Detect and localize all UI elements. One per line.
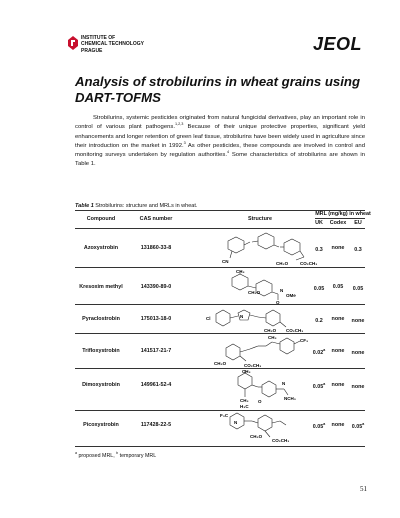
ref-1: 1,2,3 [174, 122, 184, 127]
row-6-compound: Picoxystrobin [83, 422, 119, 428]
dimox-label-n: N [282, 381, 286, 386]
dimox-label-nch3: NCH₃ [284, 396, 296, 401]
row-5-cas: 149961-52-4 [140, 382, 172, 388]
intro-text-3: As other pesticides, these compounds are involved in control and monitoring surveys undertaken by regulation authorities. [75, 142, 365, 159]
col-header-cas: CAS number [139, 216, 173, 222]
institute-line-1: INSTITUTE OF [81, 35, 116, 41]
row-4-uk-value: 0.02 [312, 349, 324, 356]
row-5-uk [311, 382, 327, 390]
row-2-uk [311, 284, 327, 292]
row-2-uk-value: 0.05 [313, 285, 325, 292]
col-header-eu: EU [354, 220, 362, 226]
row-1-eu-value: 0.3 [354, 246, 362, 253]
row-6-cas: 117428-22-5 [140, 422, 172, 428]
row-3-uk-value: 0.2 [315, 317, 323, 324]
row-1-uk [311, 245, 327, 253]
row-3-eu [350, 316, 366, 324]
row-6-uk-sup: a [323, 422, 326, 426]
row-4-uk-sup: a [323, 348, 326, 352]
kresoxim-label-och3: CH₃O [248, 290, 261, 295]
col-header-mrl: MRL (mg/kg) in wheat [315, 211, 371, 217]
intro-text-1: Strobilurins, systemic pesticides originated from natural fungicidal derivatives, play an important role in control of various plant pathogens. [75, 115, 365, 131]
table-caption-label: Table 1 [75, 203, 94, 209]
trifloxystrobin-structure [200, 334, 320, 368]
row-3-uk [311, 316, 327, 324]
table-rule-header [75, 228, 365, 229]
pyraclo-label-och3: CH₃O [264, 328, 277, 333]
table-rule-bottom [75, 446, 365, 447]
institute-logo [68, 36, 78, 50]
row-5-codex: none [331, 382, 345, 388]
row-6-eu [350, 422, 366, 430]
row-2-eu [350, 284, 366, 292]
intro-text-2: Because of their unique protective properties, significant yield enhancements and longer retention of green leaf tissue, strobilurins have been widely used in agriculture since their introduction on the market in 1992. [75, 124, 365, 149]
institute-line-2: CHEMICAL TECHNOLOGY [81, 41, 144, 48]
dimox-label-ch3-top: CH₃ [242, 369, 251, 374]
pyraclo-label-cl: Cl [206, 316, 211, 321]
row-2-cas: 143390-89-0 [140, 284, 172, 290]
row-1-uk-value: 0.3 [315, 246, 323, 253]
row-2-compound: Kresoxim methyl [79, 284, 123, 290]
institute-name [81, 35, 144, 54]
row-3-codex: none [331, 316, 345, 322]
row-1-cas: 131860-33-8 [140, 245, 172, 251]
col-header-structure: Structure [248, 216, 272, 222]
row-1-codex: none [331, 245, 345, 251]
row-1-compound: Azoxystrobin [83, 245, 119, 251]
table-caption-text: Strobilurins: structure and MRLs in wheat. [93, 203, 198, 209]
row-1-eu [350, 245, 366, 253]
picox-label-ester: CO₂CH₃ [272, 438, 290, 443]
row-5-uk-value: 0.05 [312, 383, 324, 390]
picox-label-och3: CH₃O [250, 434, 263, 439]
row-5-uk-sup: a [323, 382, 326, 386]
row-3-compound: Pyraclostrobin [82, 316, 120, 322]
kresoxim-label-ch3: CH₃ [236, 269, 245, 274]
dimoxystrobin-structure [200, 369, 320, 410]
intro-paragraph [75, 114, 365, 170]
row-4-compound: Trifloxystrobin [82, 348, 120, 354]
pyraclostrobin-structure [200, 305, 320, 333]
azoxy-label-ester: CO₂CH₃ [300, 261, 318, 266]
footnote-b-text: temporary MRL [118, 452, 157, 459]
azoxystrobin-structure [200, 230, 320, 268]
row-2-eu-value: 0.05 [352, 285, 364, 292]
footnote-a-label: a [75, 451, 77, 455]
row-3-cas: 175013-18-0 [140, 316, 172, 322]
page-number: 51 [360, 485, 367, 493]
row-4-eu [350, 348, 366, 356]
col-header-compound: Compound [86, 216, 116, 222]
kresoxim-label-n: N [280, 288, 284, 293]
picoxystrobin-structure [200, 411, 320, 443]
dimox-label-o: O [258, 399, 262, 404]
row-6-eu-value: 0.05 [351, 423, 363, 430]
azoxy-label-och3: CH₃O [276, 261, 289, 266]
row-6-uk [311, 422, 327, 430]
col-header-uk: UK [315, 220, 323, 226]
pyraclo-label-ester: CO₂CH₃ [286, 328, 304, 333]
kresoxim-label-ome: OMe [286, 293, 296, 298]
ref-3: 4 [226, 150, 230, 155]
page-title: Analysis of strobilurins in wheat grains using DART-TOFMS [75, 74, 361, 105]
mrl-underline [315, 218, 365, 219]
row-4-uk [311, 348, 327, 356]
triflox-label-ch3: CH₃ [268, 335, 277, 340]
footnote-b-label: b [116, 451, 119, 455]
dimox-label-h3c: H₃C [240, 404, 249, 409]
row-5-eu-value: none [351, 383, 365, 390]
col-header-codex: Codex [329, 220, 347, 226]
row-3-eu-value: none [351, 317, 365, 324]
row-4-eu-value: none [351, 349, 365, 356]
intro-text-4: Some characteristics of strobilurins are shown in Table 1. [75, 152, 365, 168]
triflox-label-och3: CH₃O [214, 361, 227, 366]
azoxy-label-cn: CN [222, 259, 229, 264]
row-5-compound: Dimoxystrobin [82, 382, 120, 388]
pyraclo-label-n: N [240, 314, 244, 319]
kresoxim-methyl-structure [200, 268, 320, 304]
row-4-cas: 141517-21-7 [140, 348, 172, 354]
row-6-eu-sup: a [362, 422, 365, 426]
jeol-logo: JEOL [313, 34, 363, 54]
triflox-label-ester: CO₂CH₃ [244, 363, 262, 368]
table-caption [75, 203, 197, 209]
picox-label-n: N [234, 420, 238, 425]
triflox-label-cf3: CF₃ [300, 338, 309, 343]
row-6-codex: none [331, 422, 345, 428]
row-4-codex: none [331, 348, 345, 354]
picox-label-cf3: F₃C [220, 413, 229, 418]
row-2-codex: 0.05 [332, 284, 344, 290]
footnote-a-text: proposed MRL, [77, 452, 117, 459]
ref-2: 3 [183, 140, 186, 145]
table-footnote [75, 451, 156, 459]
row-5-eu [350, 382, 366, 390]
row-6-uk-value: 0.05 [312, 423, 324, 430]
kresoxim-label-o: O [276, 300, 280, 304]
dimox-label-ch3-bottom: CH₃ [240, 398, 249, 403]
institute-line-3: PRAGUE [81, 47, 103, 54]
